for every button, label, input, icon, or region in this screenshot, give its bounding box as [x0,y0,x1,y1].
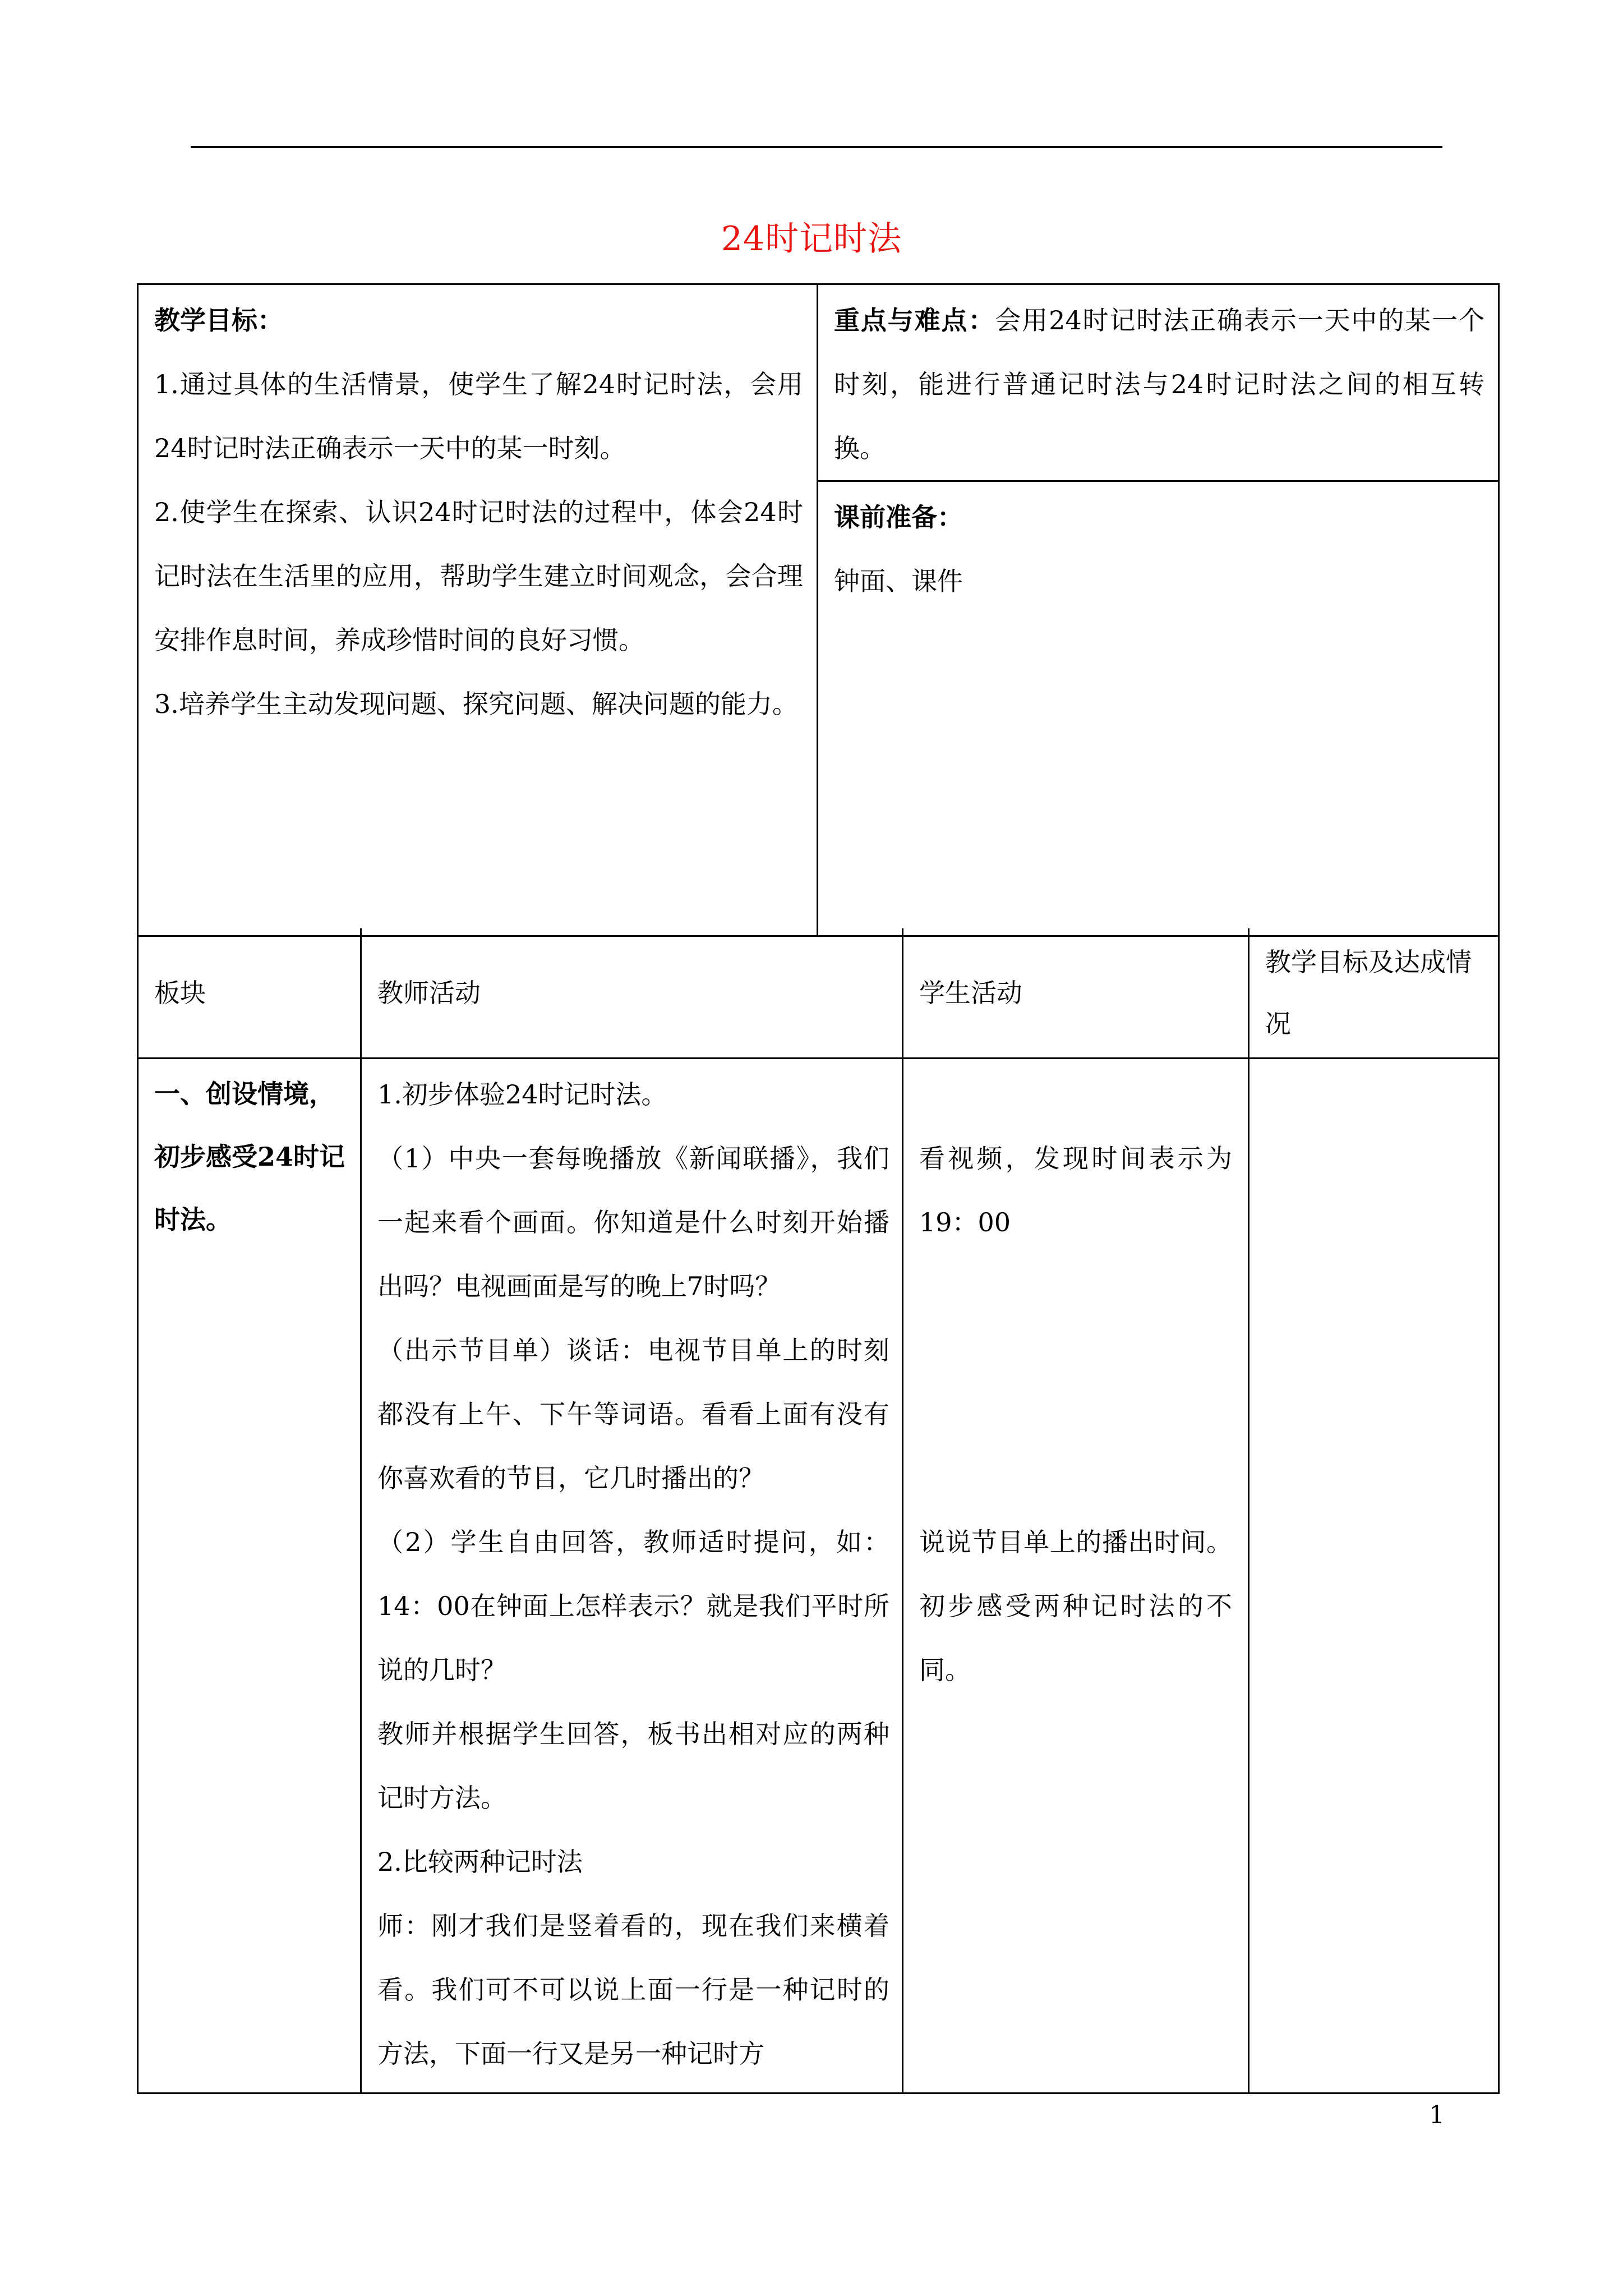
section-title: 一、创设情境，初步感受24时记时法。 [154,1079,345,1235]
header-goal-status: 教学目标及达成情况 [1249,928,1499,1059]
teacher-line: 1.初步体验24时记时法。 [377,1079,667,1110]
key-points-cell [818,284,1499,481]
objective-item: 2.使学生在探索、认识24时记时法的过程中，体会24时记时法在生活里的应用，帮助学生建立时间观念，会合理安排作息时间，养成珍惜时间的良好习惯。 [154,497,803,655]
preparation-label: 课前准备： [834,502,963,532]
overview-table [137,283,1500,937]
teacher-line: （2）学生自由回答，教师适时提问，如：14：00在钟面上怎样表示？就是我们平时所说的几时？ [377,1527,889,1685]
header-section: 板块 [138,928,361,1059]
section-title-cell [138,1059,361,2093]
student-line: 看视频，发现时间表示为19：00 [919,1143,1232,1237]
goal-status-cell [1249,1059,1499,2093]
teacher-activity-cell [361,1059,903,2093]
preparation-cell [818,481,1499,936]
header-teacher-activity: 教师活动 [361,928,903,1059]
lesson-table [137,928,1500,2094]
page-number: 1 [1429,2101,1445,2129]
objectives-cell [138,284,818,936]
student-line: 说说节目单上的播出时间。初步感受两种记时法的不同。 [919,1527,1232,1685]
teacher-line: 2.比较两种记时法 [377,1847,583,1877]
teacher-line: 教师并根据学生回答，板书出相对应的两种记时方法。 [377,1719,889,1813]
key-points-text: 会用24时记时法正确表示一天中的某一个时刻，能进行普通记时法与24时记时法之间的相互转换。 [834,305,1484,463]
teacher-line: 师：刚才我们是竖着看的，现在我们来横着看。我们可不可以说上面一行是一种记时的方法，下面一行又是另一种记时方 [377,1911,889,2069]
header-rule [191,146,1442,148]
objectives-label: 教学目标： [154,305,283,335]
student-activity-cell [903,1059,1249,2093]
objective-item: 1.通过具体的生活情景，使学生了解24时记时法，会用24时记时法正确表示一天中的某一时刻。 [154,369,803,463]
document-title: 24时记时法 [721,219,902,259]
key-points-label: 重点与难点： [834,305,995,335]
preparation-text: 钟面、课件 [834,566,963,596]
objective-item: 3.培养学生主动发现问题、探究问题、解决问题的能力。 [154,689,798,719]
header-student-activity: 学生活动 [903,928,1249,1059]
teacher-line: （出示节目单）谈话：电视节目单上的时刻都没有上午、下午等词语。看看上面有没有你喜欢看的节目，它几时播出的？ [377,1335,889,1493]
teacher-line: （1）中央一套每晚播放《新闻联播》，我们一起来看个画面。你知道是什么时刻开始播出吗？电视画面是写的晚上7时吗？ [377,1143,889,1301]
